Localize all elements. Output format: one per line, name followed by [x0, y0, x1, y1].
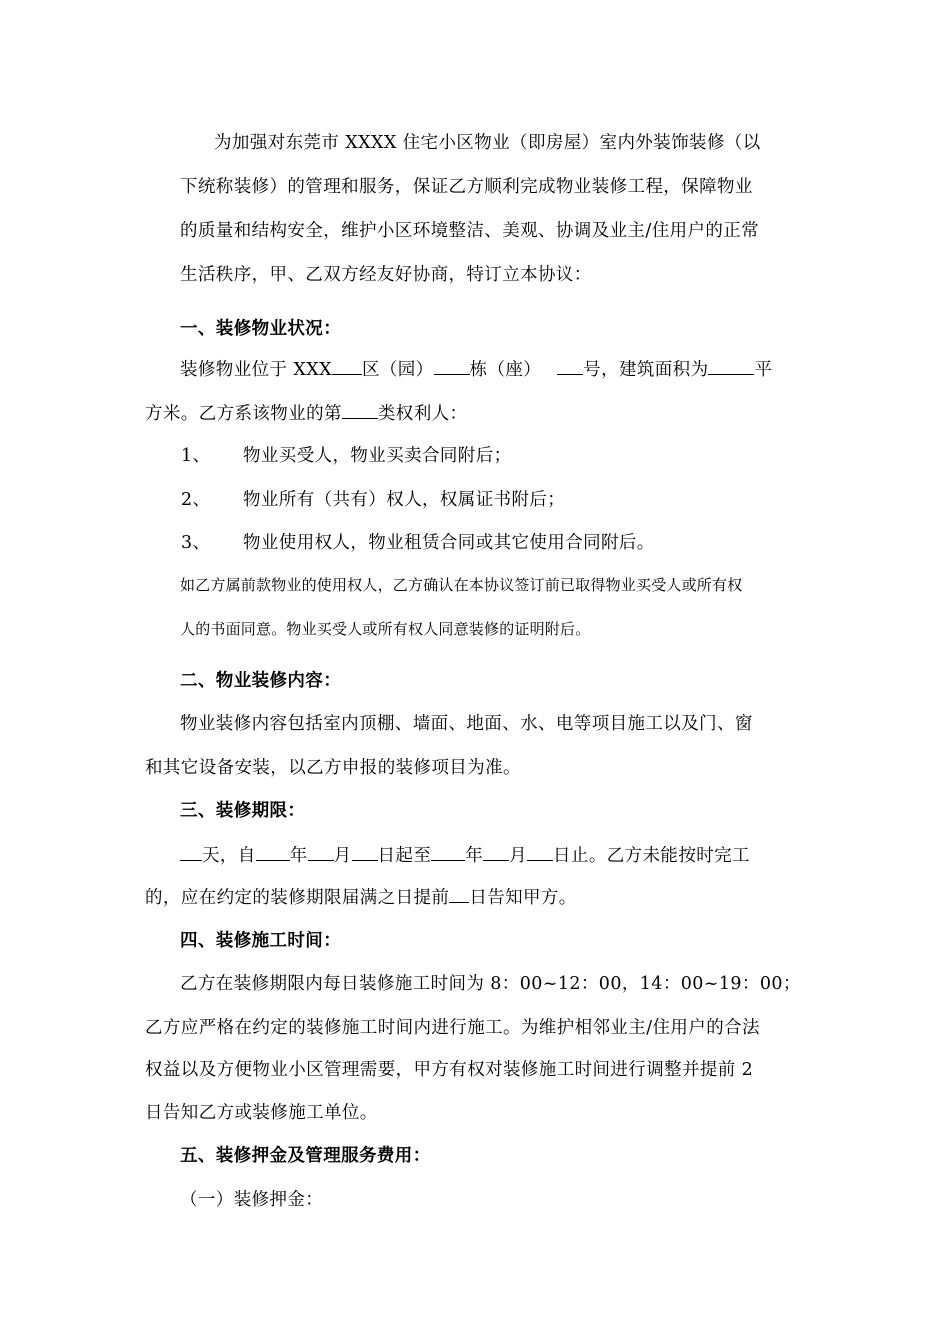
- building-label: 栋（座）: [469, 360, 542, 380]
- area-unit-label: 平: [754, 360, 773, 380]
- section-4-line-2: 乙方应严格在约定的装修施工时间内进行施工。为维护相邻业主/住用户的合法: [145, 1018, 760, 1038]
- section-4-heading: 四、装修施工时间：: [180, 931, 342, 951]
- intro-line-4: 生活秩序，甲、乙双方经友好协商，特订立本协议：: [180, 265, 592, 285]
- section-2-line-1: 物业装修内容包括室内顶棚、墙面、地面、水、电等项目施工以及门、窗: [180, 714, 753, 734]
- area-label: 号，建筑面积为: [583, 360, 709, 380]
- section-3-heading: 三、装修期限：: [180, 801, 306, 821]
- unit-blank[interactable]: [557, 357, 583, 375]
- rights-class-label: 方米。乙方系该物业的第: [145, 404, 342, 424]
- notice-tail-label: 日告知甲方。: [469, 888, 577, 908]
- list-item: [181, 531, 655, 555]
- start-day-label: 日起至: [377, 846, 432, 866]
- property-location-label: 装修物业位于 XXX: [180, 360, 332, 380]
- section-3-line-1: [180, 843, 750, 868]
- section-3-line-2: [145, 885, 577, 910]
- district-blank[interactable]: [332, 357, 362, 375]
- area-blank[interactable]: [708, 357, 754, 375]
- days-label: 天，自: [202, 846, 256, 866]
- rights-class-blank[interactable]: [342, 401, 378, 419]
- section-1-line-2: [145, 401, 467, 426]
- start-day-blank[interactable]: [352, 843, 378, 861]
- start-year-label: 年: [289, 846, 308, 866]
- list-item-text: 物业所有（共有）权人，权属证书附后；: [243, 490, 566, 510]
- intro-line-1: 为加强对东莞市 XXXX 住宅小区物业（即房屋）室内外装饰装修（以: [214, 133, 761, 153]
- section-4-line-3: 权益以及方便物业小区管理需要，甲方有权对装修施工时间进行调整并提前 2: [145, 1060, 754, 1080]
- start-month-blank[interactable]: [308, 843, 334, 861]
- days-blank[interactable]: [180, 843, 202, 861]
- section-2-line-2: 和其它设备安装，以乙方申报的装修项目为准。: [145, 758, 521, 778]
- list-item-number: 1、: [181, 446, 211, 466]
- section-1-note-1: 如乙方属前款物业的使用权人，乙方确认在本协议签订前已取得物业买受人或所有权: [180, 576, 743, 594]
- section-4-line-4: 日告知乙方或装修施工单位。: [145, 1103, 378, 1123]
- end-day-blank[interactable]: [527, 843, 553, 861]
- section-1-heading: 一、装修物业状况：: [180, 319, 342, 339]
- section-4-line-1: 乙方在装修期限内每日装修施工时间为 8：00~12：00，14：00~19：00；: [180, 974, 801, 994]
- list-item-number: 3、: [181, 533, 211, 553]
- list-item-text: 物业使用权人，物业租赁合同或其它使用合同附后。: [243, 533, 655, 553]
- start-month-label: 月: [333, 846, 352, 866]
- end-month-label: 月: [509, 846, 528, 866]
- section-1-note-2: 人的书面同意。物业买受人或所有权人同意装修的证明附后。: [180, 620, 591, 638]
- district-label: 区（园）: [361, 360, 434, 380]
- building-blank[interactable]: [434, 357, 470, 375]
- section-1-line-1: [180, 357, 772, 382]
- end-year-label: 年: [465, 846, 484, 866]
- notice-days-blank[interactable]: [449, 885, 469, 903]
- start-year-blank[interactable]: [256, 843, 290, 861]
- rights-holder-label: 类权利人：: [377, 404, 468, 424]
- intro-line-2: 下统称装修）的管理和服务，保证乙方顺利完成物业装修工程，保障物业: [180, 177, 753, 197]
- end-month-blank[interactable]: [483, 843, 509, 861]
- list-item-number: 2、: [181, 490, 211, 510]
- list-item-text: 物业买受人，物业买卖合同附后；: [243, 446, 512, 466]
- section-5-heading: 五、装修押金及管理服务费用：: [180, 1146, 431, 1166]
- list-item: [181, 444, 512, 468]
- section-2-heading: 二、物业装修内容：: [180, 671, 342, 691]
- list-item: [181, 488, 565, 512]
- intro-line-3: 的质量和结构安全，维护小区环境整洁、美观、协调及业主/住用户的正常: [180, 221, 760, 241]
- end-day-label: 日止。乙方未能按时完工: [553, 846, 750, 866]
- end-year-blank[interactable]: [431, 843, 465, 861]
- section-5-sub-1: （一）装修押金：: [180, 1190, 324, 1210]
- notice-label: 的，应在约定的装修期限届满之日提前: [145, 888, 450, 908]
